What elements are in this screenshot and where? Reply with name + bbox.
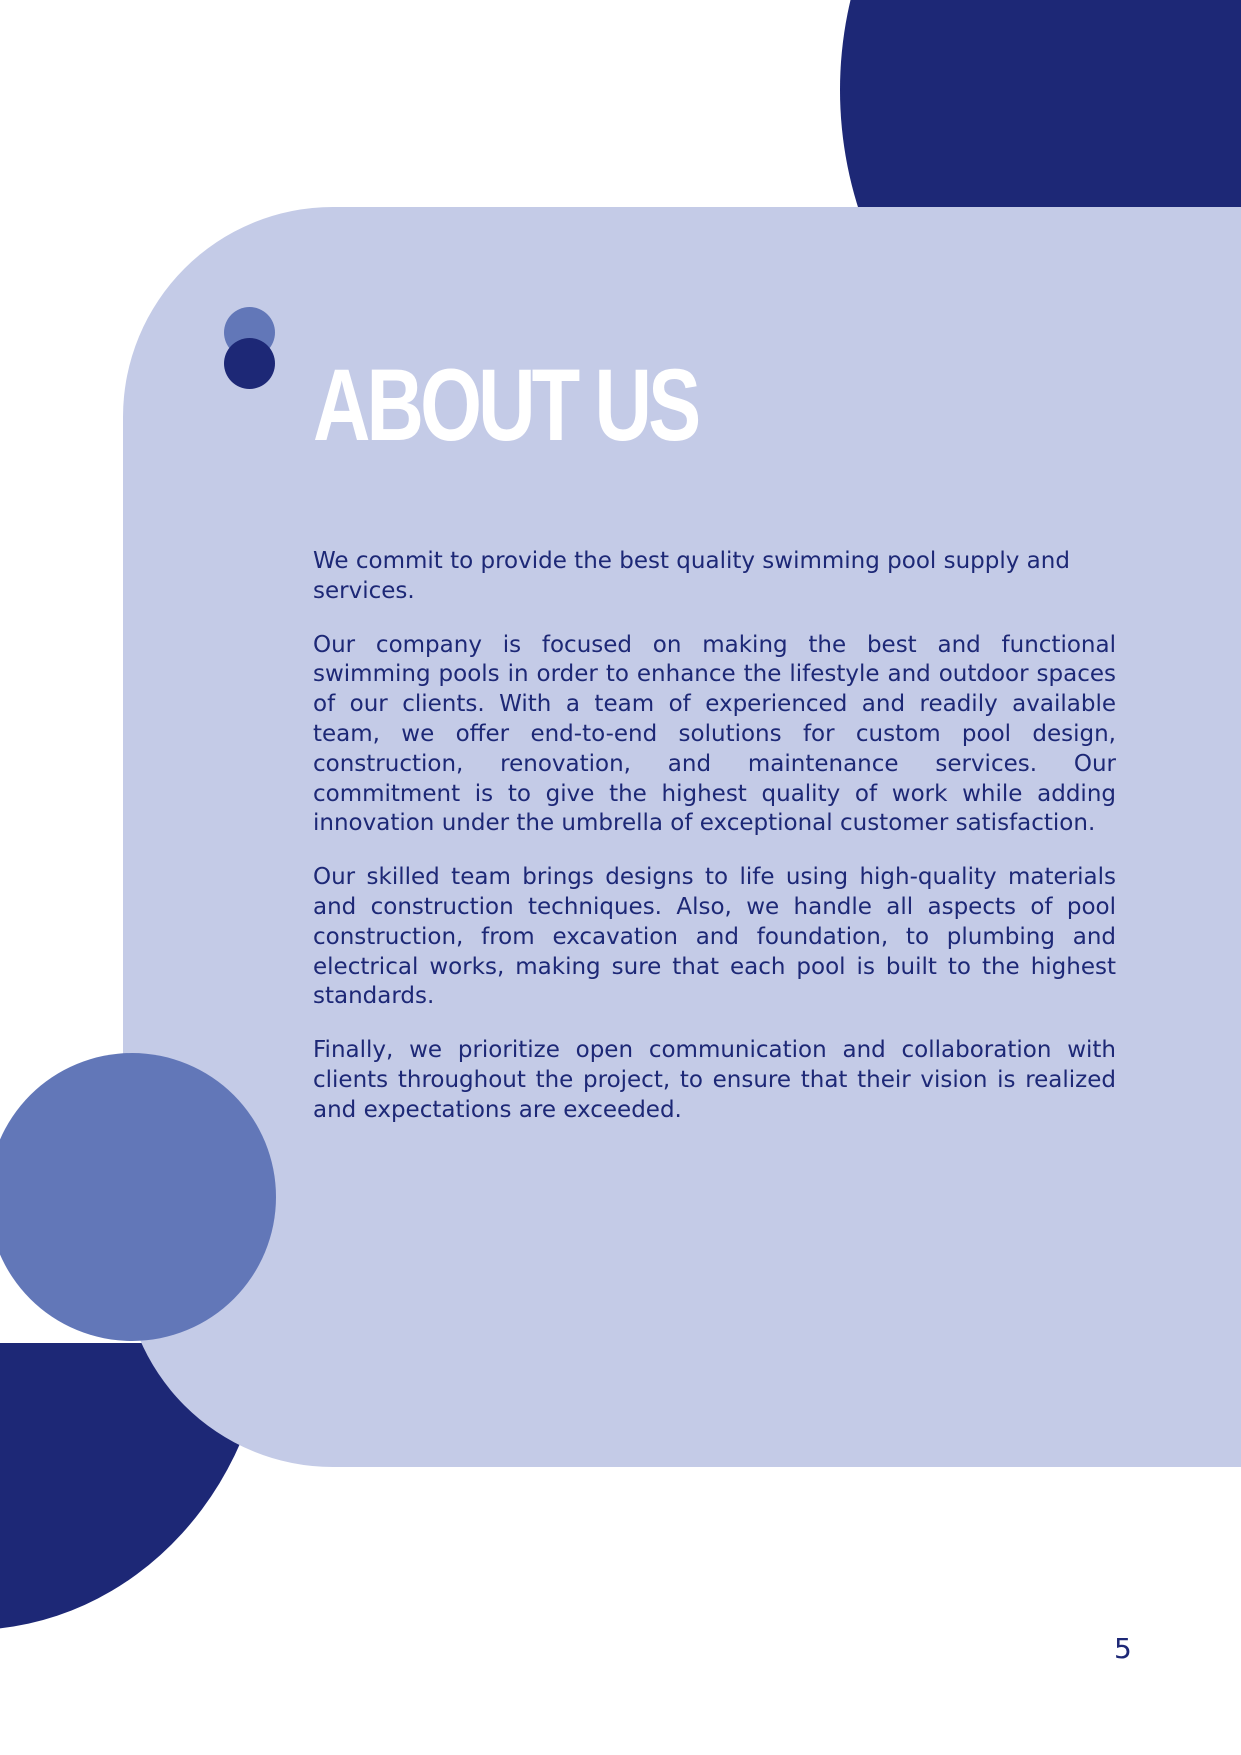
communication-paragraph: Finally, we prioritize open communication and collaboration with clients throughout the project, to ensure that their vision is realized and expectations are exceeded. — [313, 1037, 1116, 1123]
company-paragraph: Our company is focused on making the best and functional swimming pools in order to enhance the lifestyle and outdoor spaces of our clients. With a team of experienced and readily available team, we offer end-to-end solutions for custom pool design, construction, renovation, and maintenance services. Our commitment is to give the highest quality of work while adding innovation under the umbrella of exceptional customer satisfaction. — [313, 631, 1116, 837]
decorative-blue-circle — [0, 1053, 276, 1341]
page-number: 5 — [1114, 1632, 1132, 1665]
team-paragraph: Our skilled team brings designs to life using high-quality materials and construction techniques. Also, we handle all aspects of pool construction, from excavation and foundation, to plumbing and electrical works, making sure that each pool is built to the highest standards. — [313, 864, 1116, 1010]
page-title: ABOUT US — [313, 348, 698, 462]
bullet-dot-dark — [224, 338, 275, 389]
about-body — [313, 547, 1116, 1150]
intro-paragraph: We commit to provide the best quality swimming pool supply and services. — [313, 548, 1070, 604]
